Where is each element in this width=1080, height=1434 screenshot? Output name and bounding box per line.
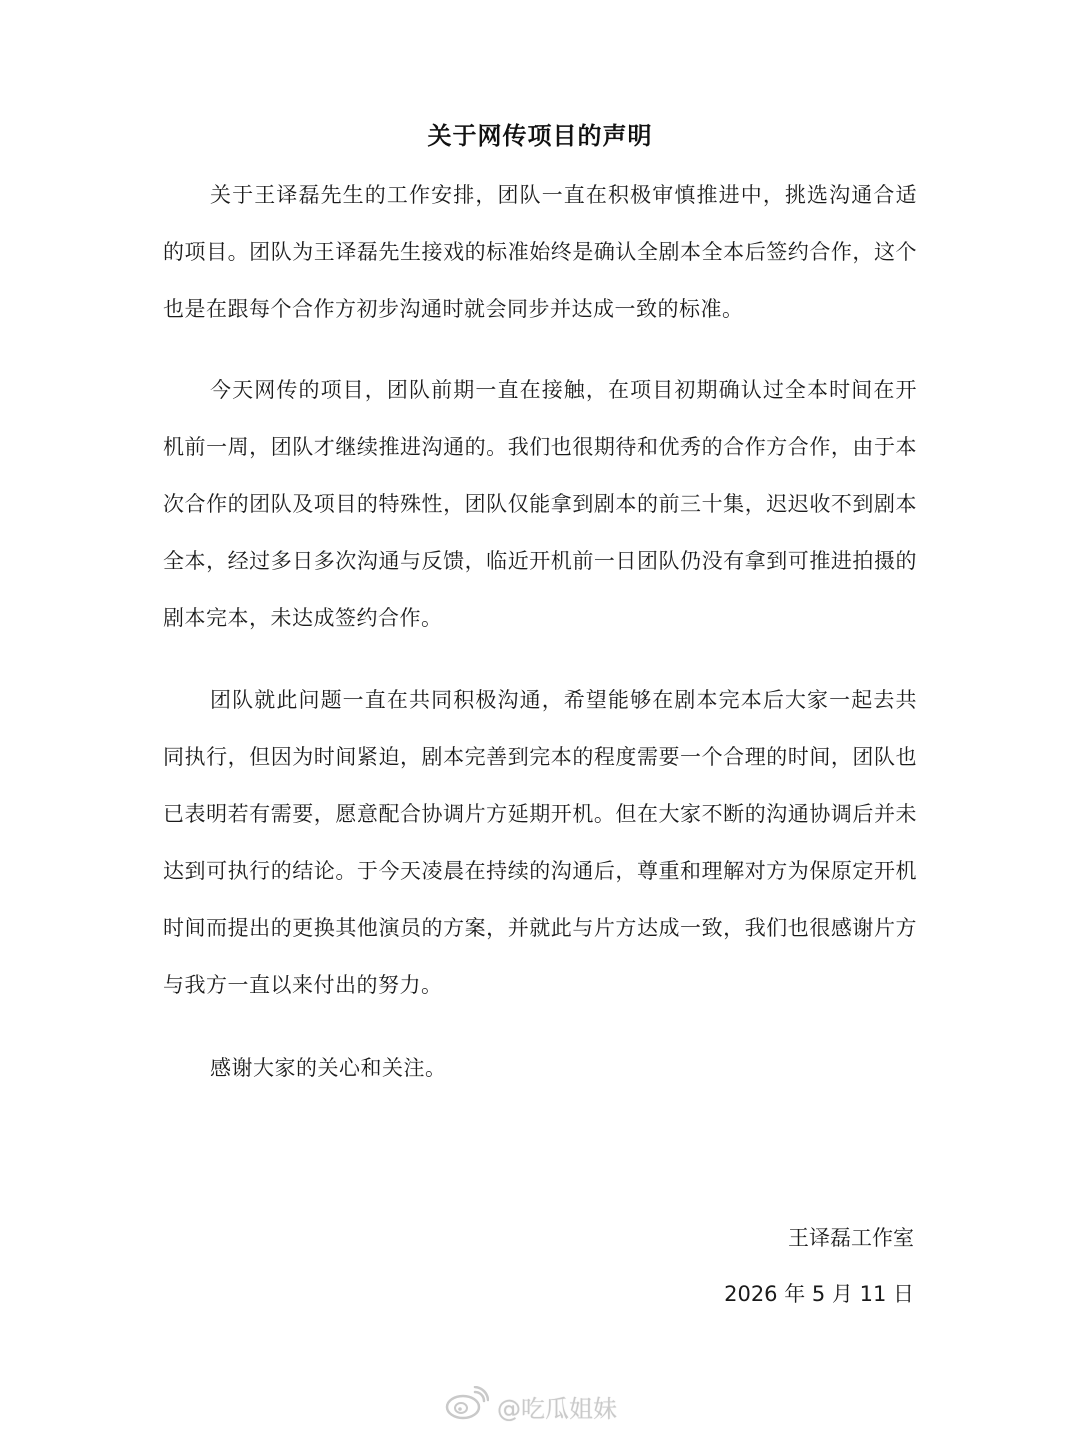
paragraph-1: 关于王译磊先生的工作安排，团队一直在积极审慎推进中，挑选沟通合适的项目。团队为王译磊先生接戏的标准始终是确认全剧本全本后签约合作，这个也是在跟每个合作方初步沟通时就会同步并达成一致的标准。 xyxy=(163,183,917,321)
paragraph-4: 感谢大家的关心和关注。 xyxy=(210,1056,447,1080)
signature: 王译磊工作室 xyxy=(788,1226,914,1250)
weibo-icon xyxy=(445,1386,489,1426)
paragraph-3: 团队就此问题一直在共同积极沟通，希望能够在剧本完本后大家一起去共同执行，但因为时间紧迫，剧本完善到完本的程度需要一个合理的时间，团队也已表明若有需要，愿意配合协调片方延期开机。但在大家不断的沟通协调后并未达到可执行的结论。于今天凌晨在持续的沟通后，尊重和理解对方为保原定开机时间而提出的更换其他演员的方案，并就此与片方达成一致，我们也很感谢片方与我方一直以来付出的努力。 xyxy=(163,688,917,997)
paragraph-2: 今天网传的项目，团队前期一直在接触，在项目初期确认过全本时间在开机前一周，团队才继续推进沟通的。我们也很期待和优秀的合作方合作，由于本次合作的团队及项目的特殊性，团队仅能拿到剧本的前三十集，迟迟收不到剧本全本，经过多日多次沟通与反馈，临近开机前一日团队仍没有拿到可推进拍摄的剧本完本，未达成签约合作。 xyxy=(163,378,917,630)
statement-title: 关于网传项目的声明 xyxy=(427,122,653,150)
watermark-text: @吃瓜姐妹 xyxy=(497,1394,617,1423)
statement-date: 2026 年 5 月 11 日 xyxy=(724,1282,914,1306)
watermark xyxy=(445,1386,617,1426)
